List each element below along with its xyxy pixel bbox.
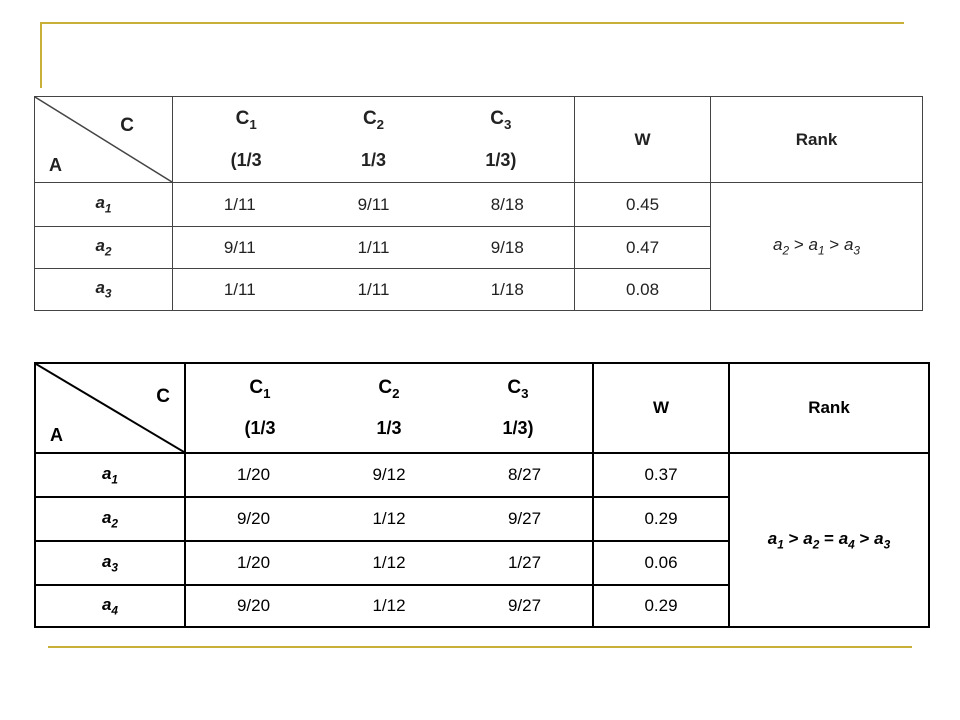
criterion-weight: 1/3) (485, 149, 517, 170)
criterion-header-c3: $C_3$ 1/3) (485, 108, 517, 170)
alternative-label: $a_1$ (35, 453, 185, 497)
cell-c3: 9/27 (457, 497, 593, 541)
cell-c1: 9/20 (185, 585, 321, 627)
cell-c3: 1/18 (441, 269, 575, 311)
cell-c2: 1/11 (307, 227, 441, 269)
alternative-label: $a_3$ (35, 541, 185, 585)
cell-c1: 9/11 (173, 227, 307, 269)
header-row (35, 363, 929, 453)
corner-cell (35, 97, 173, 183)
header-row (35, 97, 923, 183)
cell-weight: 0.08 (575, 269, 711, 311)
top-accent-line (40, 22, 904, 24)
cell-c2: 9/12 (321, 453, 457, 497)
rank-header: Rank (729, 363, 929, 453)
rank-header: Rank (711, 97, 923, 183)
criterion-header-c1: $C_1$ (1/3 (244, 376, 276, 439)
cell-weight: 0.29 (593, 497, 729, 541)
alternative-label: $a_3$ (35, 269, 173, 311)
alternatives-axis-label: A (49, 155, 62, 175)
alternative-label: $a_4$ (35, 585, 185, 627)
weight-header: W (575, 97, 711, 183)
cell-weight: 0.29 (593, 585, 729, 627)
criterion-header-c1: $C_1$ (1/3 (230, 108, 262, 170)
cell-c3: 1/27 (457, 541, 593, 585)
cell-c2: 1/12 (321, 497, 457, 541)
cell-c1: 1/11 (173, 183, 307, 227)
cell-c2: 1/11 (307, 269, 441, 311)
cell-c1: 1/11 (173, 269, 307, 311)
ranking-result: $a_1 > a_2 = a_4 > a_3$ (729, 453, 929, 627)
cell-c3: 9/18 (441, 227, 575, 269)
alternatives-axis-label: A (50, 425, 63, 445)
cell-weight: 0.45 (575, 183, 711, 227)
criteria-header-group (185, 363, 593, 453)
decision-table-2 (34, 362, 930, 628)
cell-weight: 0.37 (593, 453, 729, 497)
criterion-weight: (1/3 (230, 149, 262, 170)
criterion-weight: 1/3 (376, 418, 402, 439)
criteria-axis-label: C (120, 115, 134, 136)
cell-c2: 1/12 (321, 585, 457, 627)
criteria-header-group (173, 97, 575, 183)
cell-weight: 0.06 (593, 541, 729, 585)
cell-c1: 1/20 (185, 541, 321, 585)
cell-c1: 9/20 (185, 497, 321, 541)
corner-cell (35, 363, 185, 453)
bottom-accent-line (48, 646, 912, 648)
ranking-result: $a_2 > a_1 > a_3$ (711, 183, 923, 311)
cell-c2: 9/11 (307, 183, 441, 227)
criterion-weight: (1/3 (244, 418, 276, 439)
criteria-axis-label: C (156, 386, 170, 407)
cell-c1: 1/20 (185, 453, 321, 497)
cell-c2: 1/12 (321, 541, 457, 585)
criterion-weight: 1/3 (361, 149, 387, 170)
criterion-header-c3: $C_3$ 1/3) (502, 376, 534, 439)
cell-weight: 0.47 (575, 227, 711, 269)
weight-header: W (593, 363, 729, 453)
cell-c3: 8/18 (441, 183, 575, 227)
alternative-label: $a_2$ (35, 227, 173, 269)
alternative-label: $a_2$ (35, 497, 185, 541)
table-row (35, 183, 923, 227)
left-accent-line (40, 22, 42, 88)
criterion-weight: 1/3) (502, 418, 534, 439)
alternative-label: $a_1$ (35, 183, 173, 227)
criterion-header-c2: $C_2$ 1/3 (361, 108, 387, 170)
cell-c3: 8/27 (457, 453, 593, 497)
cell-c3: 9/27 (457, 585, 593, 627)
table-row (35, 453, 929, 497)
decision-table-1 (34, 96, 923, 311)
criterion-header-c2: $C_2$ 1/3 (376, 376, 402, 439)
